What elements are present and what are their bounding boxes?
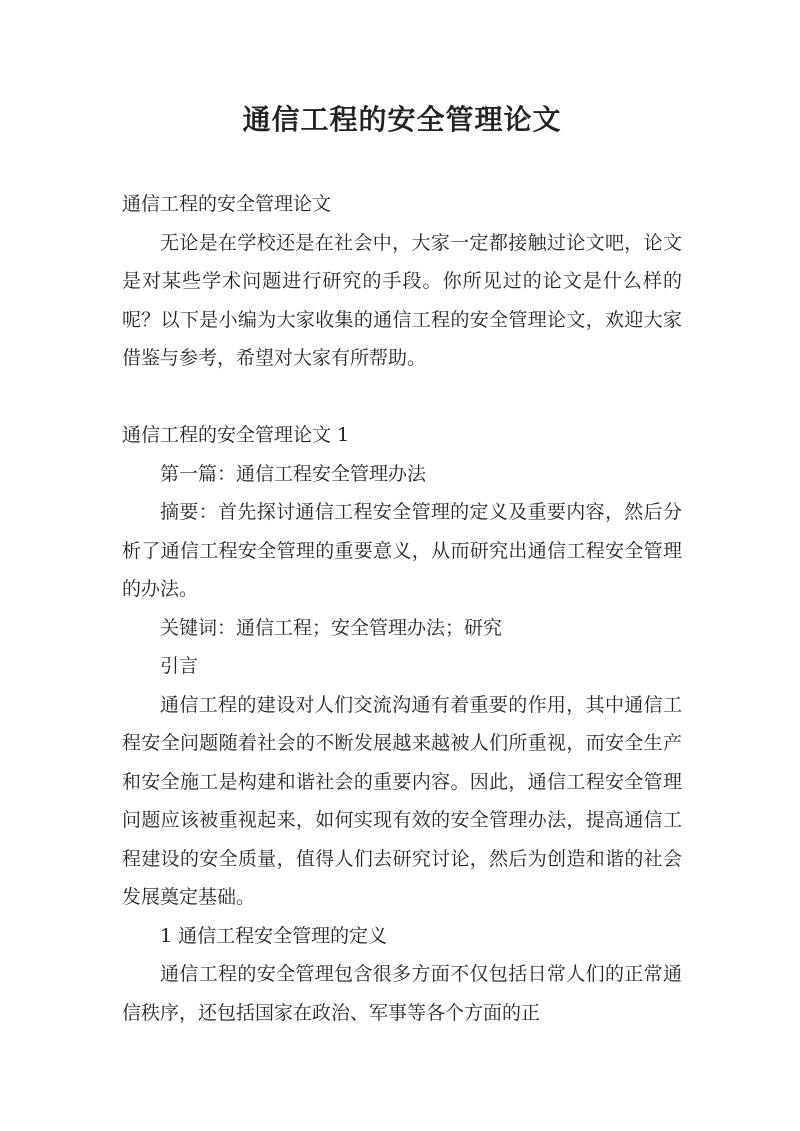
abstract-paragraph: 摘要：首先探讨通信工程安全管理的定义及重要内容，然后分析了通信工程安全管理的重要意义，从而研究出通信工程安全管理的办法。 <box>122 501 682 600</box>
document-page <box>122 0 682 1131</box>
chapter-title: 第一篇：通信工程安全管理办法 <box>160 462 427 485</box>
body-paragraph: 通信工程的安全管理包含很多方面不仅包括日常人们的正常通信秩序，还包括国家在政治、军事等各个方面的正 <box>122 963 682 1024</box>
document-body <box>122 185 682 1032</box>
section-heading: 通信工程的安全管理论文 1 <box>122 424 350 446</box>
body-paragraph: 通信工程的建设对人们交流沟通有着重要的作用，其中通信工程安全问题随着社会的不断发展越来越被人们所重视，而安全生产和安全施工是构建和谐社会的重要内容。因此，通信工程安全管理问题应该被重视起来，如何实现有效的安全管理办法，提高通信工程建设的安全质量，值得人们去研究讨论，然后为创造和谐的社会发展奠定基础。 <box>122 693 682 908</box>
document-title: 通信工程的安全管理论文 <box>242 103 562 136</box>
keywords-line: 关键词：通信工程；安全管理办法；研究 <box>160 616 503 639</box>
intro-heading: 引言 <box>160 655 199 677</box>
doc-subtitle: 通信工程的安全管理论文 <box>122 193 332 215</box>
intro-paragraph: 无论是在学校还是在社会中，大家一定都接触过论文吧，论文是对某些学术问题进行研究的手段。你所见过的论文是什么样的呢？以下是小编为大家收集的通信工程的安全管理论文，欢迎大家借鉴与参考，希望对大家有所帮助。 <box>122 231 682 369</box>
subsection-heading: 1 通信工程安全管理的定义 <box>160 924 388 947</box>
